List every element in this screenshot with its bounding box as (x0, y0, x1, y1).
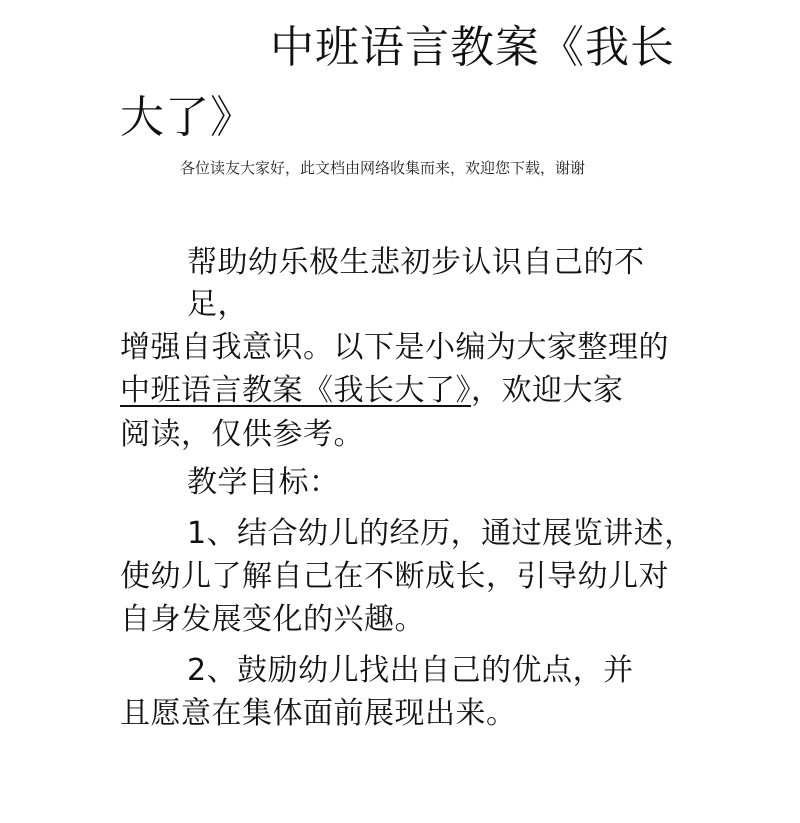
intro-line-4 (120, 373, 624, 408)
intro-line-3: 增强自我意识。以下是小编为大家整理的 (120, 330, 669, 365)
goal-2-line-2: 且愿意在集体面前展现出来。 (120, 696, 517, 731)
download-notice: 各位读友大家好，此文档由网络收集而来，欢迎您下载，谢谢 (180, 159, 586, 177)
intro-line-1: 帮助幼乐极生悲初步认识自己的不 (187, 245, 645, 280)
document-title-line-2: 大了》 (120, 92, 255, 143)
intro-line-5: 阅读，仅供参考。 (120, 417, 364, 452)
goal-1-line-3: 自身发展变化的兴趣。 (120, 602, 425, 637)
article-title-link[interactable]: 中班语言教案《我长大了》 (120, 373, 471, 408)
intro-line-2: 足， (187, 287, 248, 322)
document-title-line-1: 中班语言教案《我长 (270, 22, 675, 73)
goals-heading: 教学目标： (187, 465, 340, 500)
goal-1-line-1: 1、结合幼儿的经历，通过展览讲述， (187, 516, 695, 551)
intro-line-4-rest: ，欢迎大家 (471, 373, 624, 408)
goal-1-line-2: 使幼儿了解自己在不断成长，引导幼儿对 (120, 559, 669, 594)
goal-2-line-1: 2、鼓励幼儿找出自己的优点，并 (187, 653, 634, 688)
